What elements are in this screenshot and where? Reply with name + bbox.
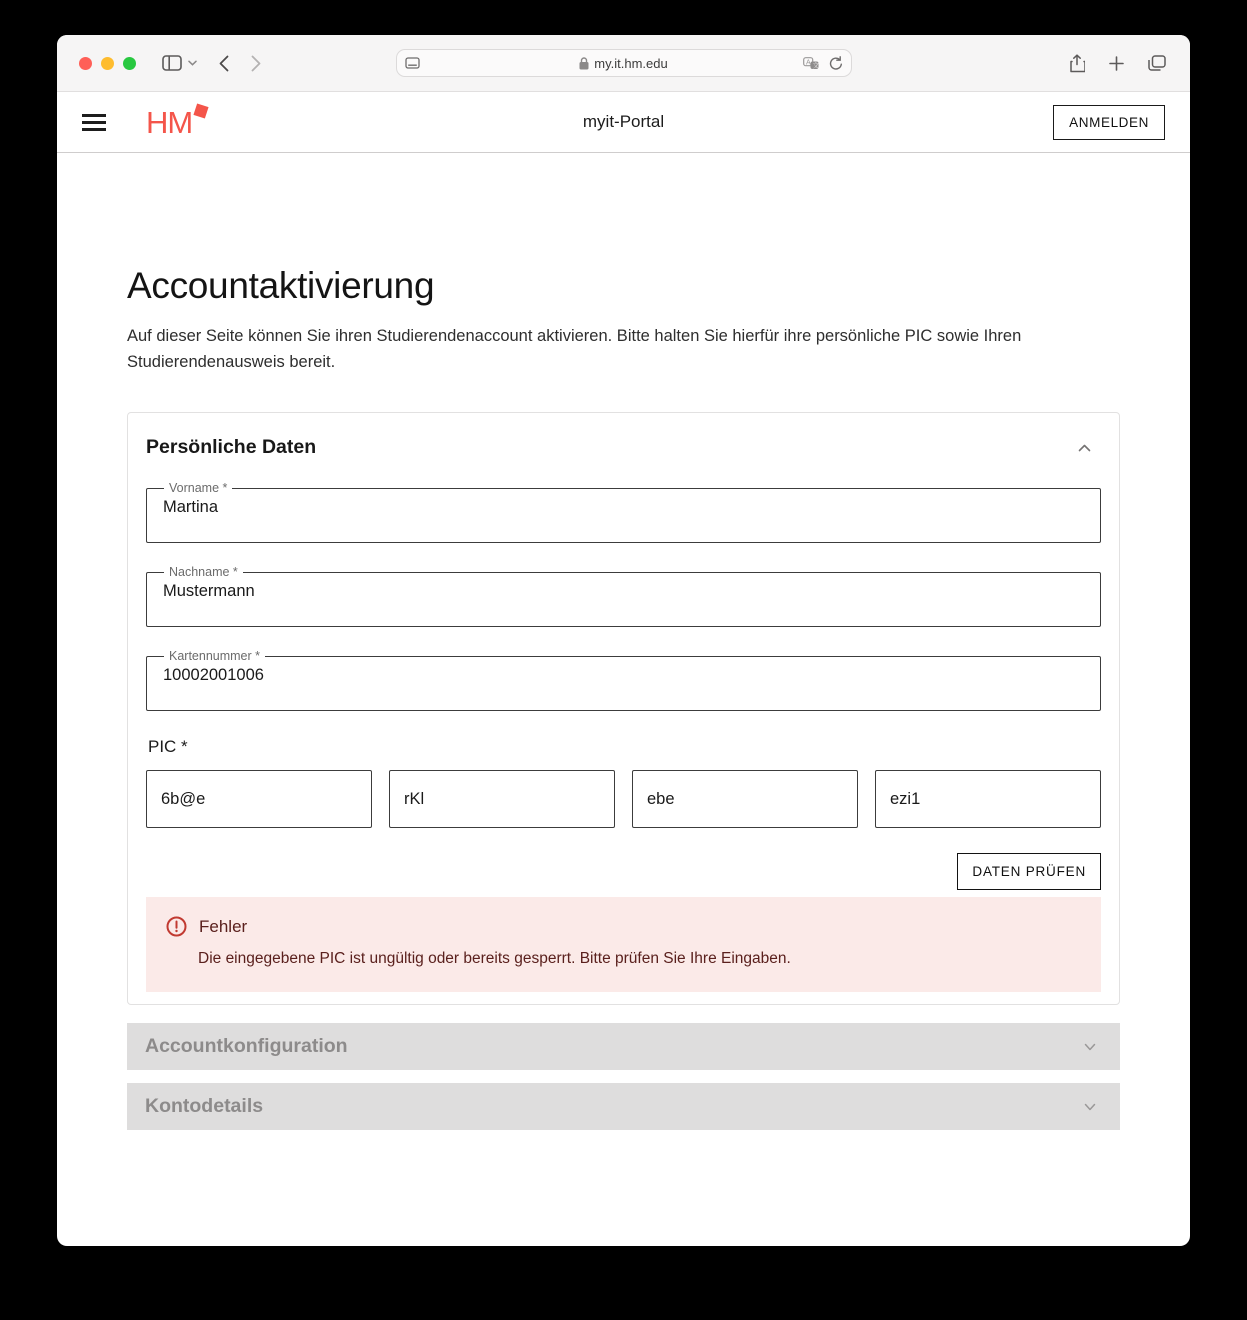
svg-text:A: A — [805, 58, 811, 66]
hm-logo-square — [194, 103, 209, 118]
chevron-down-icon — [1084, 1103, 1096, 1111]
personal-data-title: Persönliche Daten — [146, 436, 317, 459]
vorname-field — [146, 481, 1101, 543]
error-title: Fehler — [199, 916, 248, 936]
forward-icon[interactable] — [251, 55, 261, 72]
sidebar-icon[interactable] — [162, 55, 182, 71]
svg-text:文: 文 — [812, 62, 819, 70]
pic-input-1[interactable] — [161, 790, 357, 809]
chevron-down-icon — [1084, 1043, 1096, 1051]
pic-segment-2 — [389, 770, 615, 828]
address-bar[interactable] — [396, 49, 852, 77]
close-window-button[interactable] — [79, 57, 92, 70]
error-icon — [166, 916, 187, 937]
pic-label: PIC * — [148, 737, 188, 757]
error-alert — [146, 897, 1101, 992]
back-icon[interactable] — [219, 55, 229, 72]
minimize-window-button[interactable] — [101, 57, 114, 70]
pic-segment-1 — [146, 770, 372, 828]
page-title: Accountaktivierung — [127, 265, 435, 306]
page-content — [57, 265, 1190, 1130]
check-data-button[interactable]: DATEN PRÜFEN — [957, 853, 1101, 890]
personal-data-header[interactable] — [146, 436, 1101, 459]
new-tab-icon[interactable] — [1109, 56, 1124, 71]
personal-data-card — [127, 412, 1120, 1005]
pic-segment-3 — [632, 770, 858, 828]
login-button[interactable]: ANMELDEN — [1053, 105, 1165, 140]
accordion-title: Kontodetails — [145, 1095, 264, 1118]
browser-window — [57, 35, 1190, 1246]
hm-logo-text: HM — [146, 104, 193, 140]
chevron-down-icon[interactable] — [188, 60, 197, 66]
page-intro: Auf dieser Seite können Sie ihren Studierendenaccount aktivieren. Bitte halten Sie hierfür ihre persönliche PIC sowie Ihren Studierendenausweis bereit. — [127, 327, 1022, 371]
accordion-title: Accountkonfiguration — [145, 1035, 348, 1058]
kartennummer-input[interactable] — [159, 663, 1088, 685]
page-format-icon[interactable] — [405, 57, 420, 69]
translate-icon[interactable] — [803, 57, 819, 70]
accordion-accountkonfiguration[interactable] — [127, 1023, 1120, 1070]
pic-input-2[interactable] — [404, 790, 600, 809]
nachname-label: Nachname * — [169, 565, 238, 580]
nachname-field — [146, 565, 1101, 627]
kartennummer-label: Kartennummer * — [169, 649, 261, 664]
nachname-input[interactable] — [159, 579, 1088, 601]
site-header — [57, 92, 1190, 153]
chevron-up-icon — [1078, 444, 1091, 452]
browser-toolbar — [57, 35, 1190, 92]
hamburger-icon[interactable] — [82, 114, 106, 131]
lock-icon — [579, 57, 589, 70]
vorname-input[interactable] — [159, 495, 1088, 517]
error-message: Die eingegebene PIC ist ungültig oder bereits gesperrt. Bitte prüfen Sie Ihre Eingaben. — [198, 950, 791, 968]
share-icon[interactable] — [1069, 54, 1085, 73]
tabs-overview-icon[interactable] — [1148, 55, 1166, 71]
pic-input-4[interactable] — [890, 790, 1086, 809]
vorname-label: Vorname * — [169, 481, 228, 496]
accordion-kontodetails[interactable] — [127, 1083, 1120, 1130]
pic-row — [146, 770, 1101, 828]
site-title: myit-Portal — [582, 112, 665, 131]
pic-input-3[interactable] — [647, 790, 843, 809]
maximize-window-button[interactable] — [123, 57, 136, 70]
traffic-lights — [79, 57, 136, 70]
hm-logo[interactable] — [146, 104, 207, 140]
pic-segment-4 — [875, 770, 1101, 828]
reload-icon[interactable] — [829, 56, 843, 71]
url-text: my.it.hm.edu — [594, 55, 668, 71]
kartennummer-field — [146, 649, 1101, 711]
